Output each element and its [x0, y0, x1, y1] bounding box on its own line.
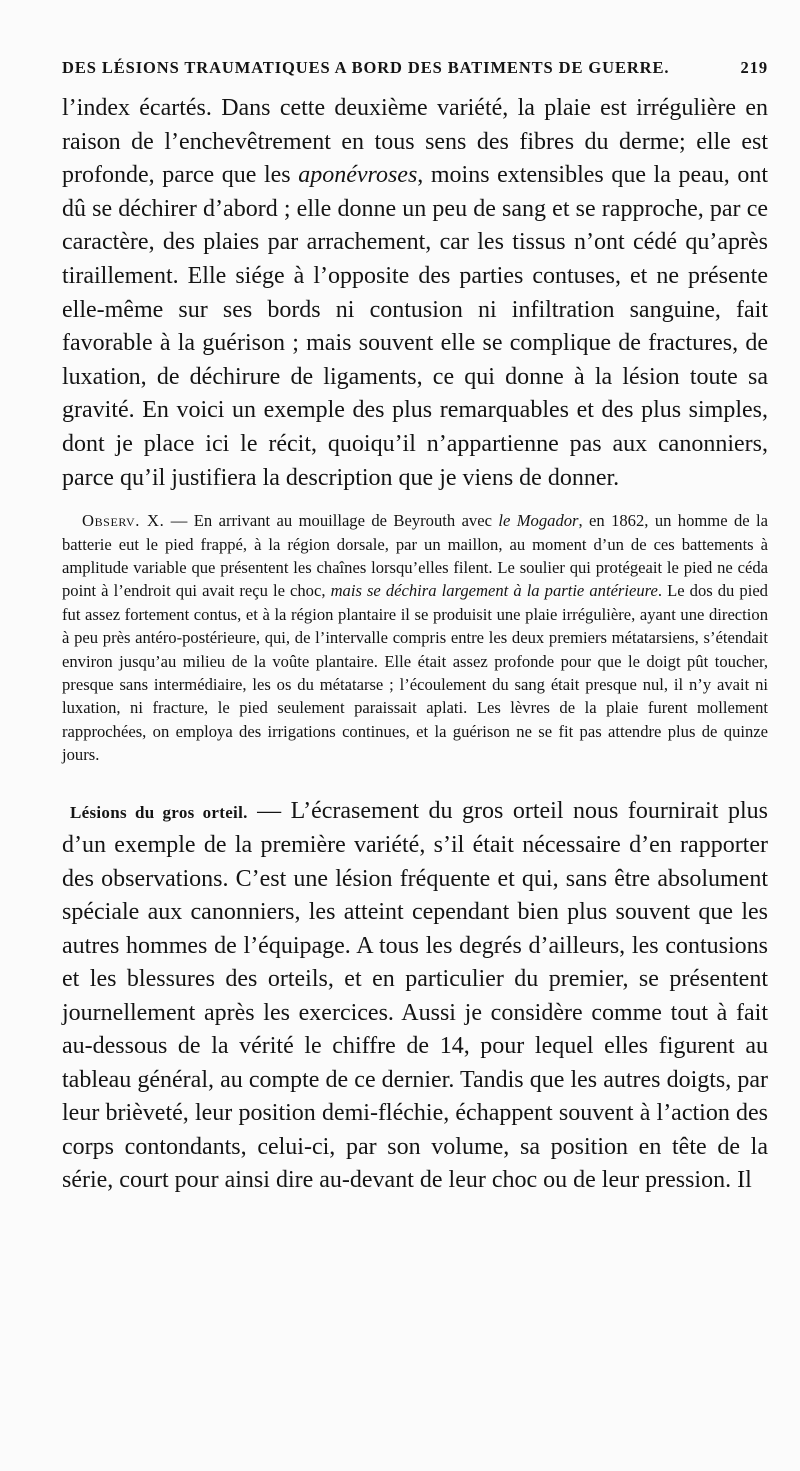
main-text-part-1: l’index écartés. Dans cette deuxième variété, la plaie est irrégulière en raison de l’enchevêtrement en tous sens des fibres du derme; elle est profonde, parce que les	[62, 95, 768, 189]
running-header	[62, 58, 768, 92]
observation-ship-name: le Mogador	[498, 511, 579, 531]
observation-text-part-3: . Le dos du pied fut assez fortement contus, et à la région plantaire il se produisit une plaie irrégulière, ayant une direction à peu près antéro-postérieure, qui, de l’intervalle compris entre les deux premiers métatarsiens, s’étendait environ jusqu’au milieu de la voûte plantaire. Elle était assez profonde pour que le doigt pût toucher, presque sans intermédiaire, les os du métatarse ; l’écoulement du sang était presque nul, il n’y avait ni luxation, ni fracture, le pied seulement paraissait aplati. Les lèvres de la plaie furent mollement rapprochées, on employa des irrigations continues, et la guérison ne se fit pas attendre plus de quinze jours.	[62, 581, 768, 765]
main-paragraph	[62, 92, 768, 495]
running-title: DES LÉSIONS TRAUMATIQUES A BORD DES BATIMENTS DE GUERRE.	[62, 58, 670, 77]
section-heading: Lésions du gros orteil.	[70, 802, 248, 822]
main-text-part-2: , moins extensibles que la peau, ont dû se déchirer d’abord ; elle donne un peu de sang et se rapproche, par ce caractère, des plaies par arrachement, car les tissus n’ont cédé qu’après tiraillement. Elle siége à l’opposite des parties contuses, et ne présente elle-même sur ses bords ni contusion ni infiltration sanguine, fait favorable à la guérison ; mais souvent elle se complique de fractures, de luxation, de déchirure de ligaments, ce qui donne à la lésion toute sa gravité. En voici un exemple des plus remarquables et des plus simples, dont je place ici le récit, quoiqu’il n’appartienne pas aux canonniers, parce qu’il justifiera la description que je viens de donner.	[62, 162, 768, 491]
section-text: — L’écrasement du gros orteil nous fournirait plus d’un exemple de la première variété, s’il était nécessaire d’en rapporter des observations. C’est une lésion fréquente et qui, sans être absolument spéciale aux canonniers, les atteint cependant bien plus souvent que les autres hommes de l’équipage. A tous les degrés d’ailleurs, les contusions et les blessures des orteils, et en particulier du premier, se présentent journellement après les exercices. Aussi je considère comme tout à fait au-dessous de la vérité le chiffre de 14, pour lequel elles figurent au tableau général, au compte de ce dernier. Tandis que les autres doigts, par leur brièveté, leur position demi-fléchie, échappent souvent à l’action des corps contondants, celui-ci, par son volume, sa position en tête de la série, court pour ainsi dire au-devant de leur choc ou de leur pression. Il	[62, 797, 768, 1194]
main-emphasis-aponevroses: aponévroses	[298, 162, 418, 189]
observation-label: Observ. X.	[82, 511, 165, 531]
section-paragraph	[62, 795, 768, 1198]
observation-paragraph	[62, 509, 768, 766]
book-page	[62, 58, 768, 1222]
observation-text-part-1: — En arrivant au mouillage de Beyrouth avec	[164, 511, 499, 531]
observation-emphasis: mais se déchira largement à la partie antérieure	[330, 581, 658, 601]
page-number: 219	[740, 58, 768, 77]
observation-text-part-2: , en 1862, un homme de la batterie eut le pied frappé, à la région dorsale, par un maillon, au moment d’un de ces battements à amplitude variable que présentent les chaînes lorsqu’elles filent. Le soulier qui protégeait le pied ne céda point à l’endroit qui avait reçu le choc,	[62, 511, 768, 601]
